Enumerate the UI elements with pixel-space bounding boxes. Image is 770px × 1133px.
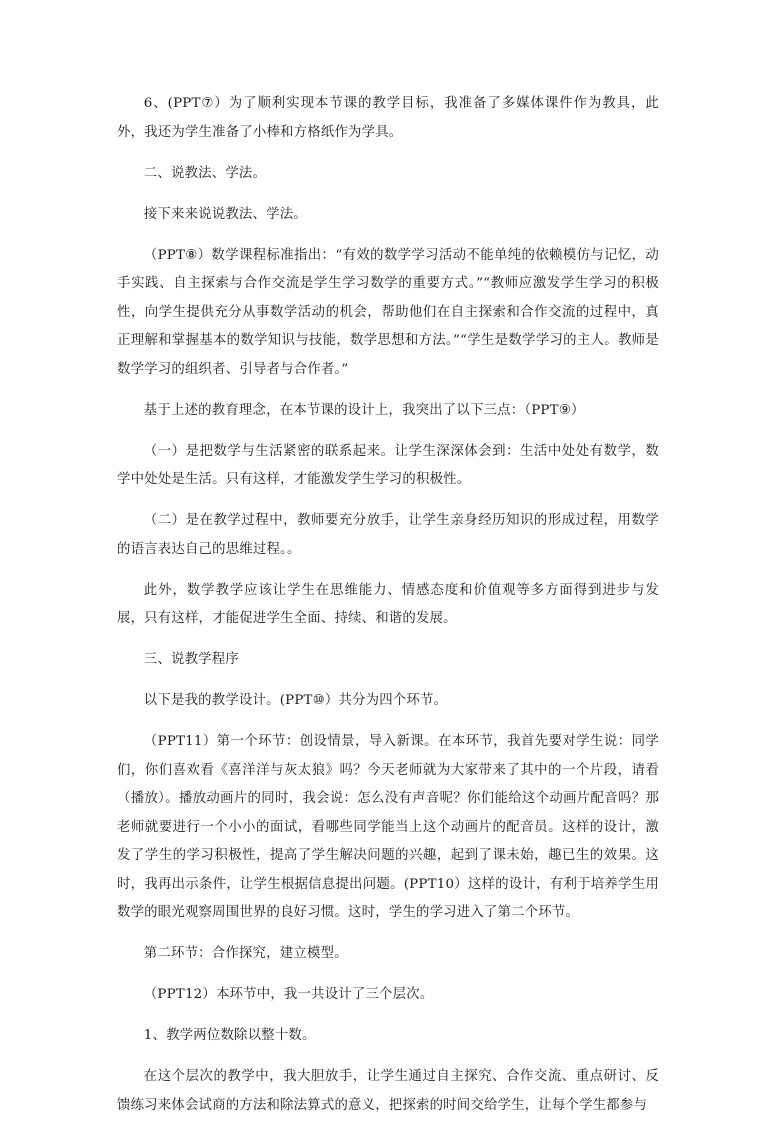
paragraph-three-levels: （PPT12）本环节中，我一共设计了三个层次。 [143,987,434,1002]
paragraph-first-stage: （PPT11）第一个环节：创设情景，导入新课。在本环节，我首先要对学生说：同学们，你们喜欢看《喜洋洋与灰太狼》吗？今天老师就为大家带来了其中的一个片段，请看（播放）。播放动画片的同时，我会说：怎么没有声音呢？你们能给这个动画片配音吗？那老师就要进行一个小小的面试，看哪些同学能当上这个动画片的配音员。这样的设计，激发了学生的学习积极性，提高了学生解决问题的兴趣，起到了课未始，趣已生的效果。这时，我再出示条件，让学生根据信息提出问题。(PPT10）这样的设计，有利于培养学生用数学的眼光观察周围世界的良好习惯。这时，学生的学习进入了第二个环节。 [117,734,659,920]
paragraph-three-points: 基于上述的教育理念，在本节课的设计上，我突出了以下三点：（PPT⑨） [143,402,585,418]
paragraph-curriculum-standard: （PPT⑧）数学课程标准指出：“有效的数学学习活动不能单纯的依赖模仿与记忆，动手实践、自主探索与合作交流是学生学习数学的重要方式。”“教师应激发学生学习的积极性，向学生提供充分从事数学活动的机会，帮助他们在自主探索和合作交流的过程中，真正理解和掌握基本的数学知识与技能，数学思想和方法。”“学生是数学学习的主人。教师是数学学习的组织者、引导者与合作者。” [117,247,659,377]
paragraph-methods-intro: 接下来来说说教法、学法。 [143,206,307,222]
paragraph-level-one: 1、教学两位数除以整十数。 [143,1028,316,1043]
paragraph-point-one: （一）是把数学与生活紧密的联系起来。让学生深深体会到：生活中处处有数学，数学中处处是生活。只有这样，才能激发学生学习的积极性。 [117,443,659,487]
document-body [117,90,659,1133]
heading-teaching-methods: 二、说教法、学法。 [143,165,267,181]
heading-second-stage: 第二环节：合作探究，建立模型。 [143,946,348,961]
paragraph-ppt7-materials: 6、(PPT⑦）为了顺利实现本节课的教学目标，我准备了多媒体课件作为教具，此外，我还为学生准备了小棒和方格纸作为学具。 [117,96,659,140]
paragraph-design-overview: 以下是我的教学设计。(PPT⑩）共分为四个环节。 [143,693,448,708]
heading-teaching-procedure: 三、说教学程序 [143,652,239,667]
paragraph-point-three: 此外，数学教学应该让学生在思维能力、情感态度和价值观等多方面得到进步与发展，只有这样，才能促进学生全面、持续、和谐的发展。 [117,582,659,626]
paragraph-level-one-detail: 在这个层次的教学中，我大胆放手，让学生通过自主探究、合作交流、重点研讨、反馈练习来体会试商的方法和除法算式的意义，把探索的时间交给学生，让每个学生都参与 [117,1069,659,1113]
paragraph-point-two: （二）是在教学过程中，教师要充分放手，让学生亲身经历知识的形成过程，用数学的语言表达自己的思维过程。。 [117,513,659,557]
